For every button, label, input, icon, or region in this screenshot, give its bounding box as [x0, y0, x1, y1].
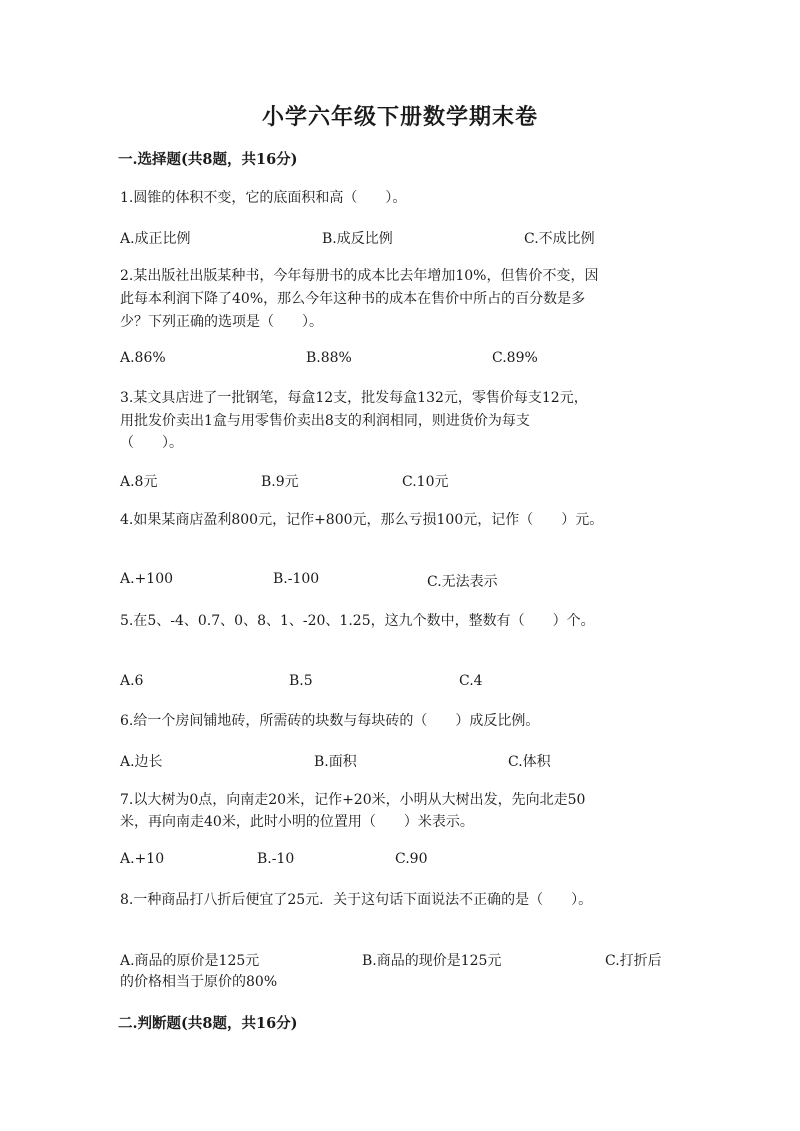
q8-option-c: C.打折后 — [605, 953, 662, 969]
question-3-line-2: 用批发价卖出1盒与用零售价卖出8支的利润相同，则进货价为每支 — [120, 413, 530, 429]
question-8: 8.一种商品打八折后便宜了25元．关于这句话下面说法不正确的是（ ）。 — [120, 892, 593, 908]
q7-option-a: A.+10 — [120, 851, 165, 867]
q8-option-a: A.商品的原价是125元 — [120, 953, 260, 969]
q2-option-a: A.86% — [120, 350, 166, 366]
question-2-line-2: 此每本利润下降了40%，那么今年这种书的成本在售价中所占的百分数是多 — [120, 291, 586, 307]
question-2-line-3: 少？下列正确的选项是（ ）。 — [120, 314, 323, 330]
section-heading-choice: 一.选择题(共8题，共16分) — [118, 151, 298, 168]
question-3-line-3: （ ）。 — [120, 435, 183, 451]
q1-option-a: A.成正比例 — [120, 231, 191, 247]
q5-option-c: C.4 — [459, 673, 483, 689]
q2-option-b: B.88% — [306, 350, 352, 366]
question-4: 4.如果某商店盈利800元，记作+800元，那么亏损100元，记作（ ）元。 — [120, 512, 604, 528]
q8-option-b: B.商品的现价是125元 — [362, 953, 502, 969]
q3-option-c: C.10元 — [402, 474, 449, 490]
question-7-line-2: 米，再向南走40米，此时小明的位置用（ ）米表示。 — [120, 814, 474, 830]
question-1: 1.圆锥的体积不变，它的底面积和高（ ）。 — [120, 190, 407, 206]
q6-option-c: C.体积 — [508, 754, 551, 770]
question-7-line-1: 7.以大树为0点，向南走20米，记作+20米，小明从大树出发，先向北走50 — [120, 792, 586, 808]
q4-option-a: A.+100 — [120, 571, 174, 587]
page-title: 小学六年级下册数学期末卷 — [261, 104, 538, 130]
q2-option-c: C.89% — [492, 350, 538, 366]
q7-option-b: B.-10 — [257, 851, 295, 867]
question-6: 6.给一个房间铺地砖，所需砖的块数与每块砖的（ ）成反比例。 — [120, 713, 540, 729]
q5-option-a: A.6 — [120, 673, 144, 689]
q6-option-a: A.边长 — [120, 754, 163, 770]
q4-option-b: B.-100 — [273, 571, 320, 587]
section-heading-judgement: 二.判断题(共8题，共16分) — [118, 1015, 298, 1032]
q8-option-c-continuation: 的价格相当于原价的80% — [120, 974, 278, 990]
q4-option-c: C.无法表示 — [427, 574, 498, 590]
question-2-line-1: 2.某出版社出版某种书，今年每册书的成本比去年增加10%，但售价不变，因 — [120, 268, 599, 284]
q6-option-b: B.面积 — [314, 754, 357, 770]
question-5: 5.在5、-4、0.7、0、8、1、-20、1.25，这九个数中，整数有（ ）个。 — [120, 613, 595, 629]
q3-option-a: A.8元 — [120, 474, 158, 490]
q5-option-b: B.5 — [289, 673, 313, 689]
q7-option-c: C.90 — [395, 851, 428, 867]
q1-option-b: B.成反比例 — [322, 231, 393, 247]
q3-option-b: B.9元 — [261, 474, 299, 490]
question-3-line-1: 3.某文具店进了一批钢笔，每盒12支，批发每盒132元，零售价每支12元， — [120, 390, 588, 406]
q1-option-c: C.不成比例 — [524, 231, 595, 247]
